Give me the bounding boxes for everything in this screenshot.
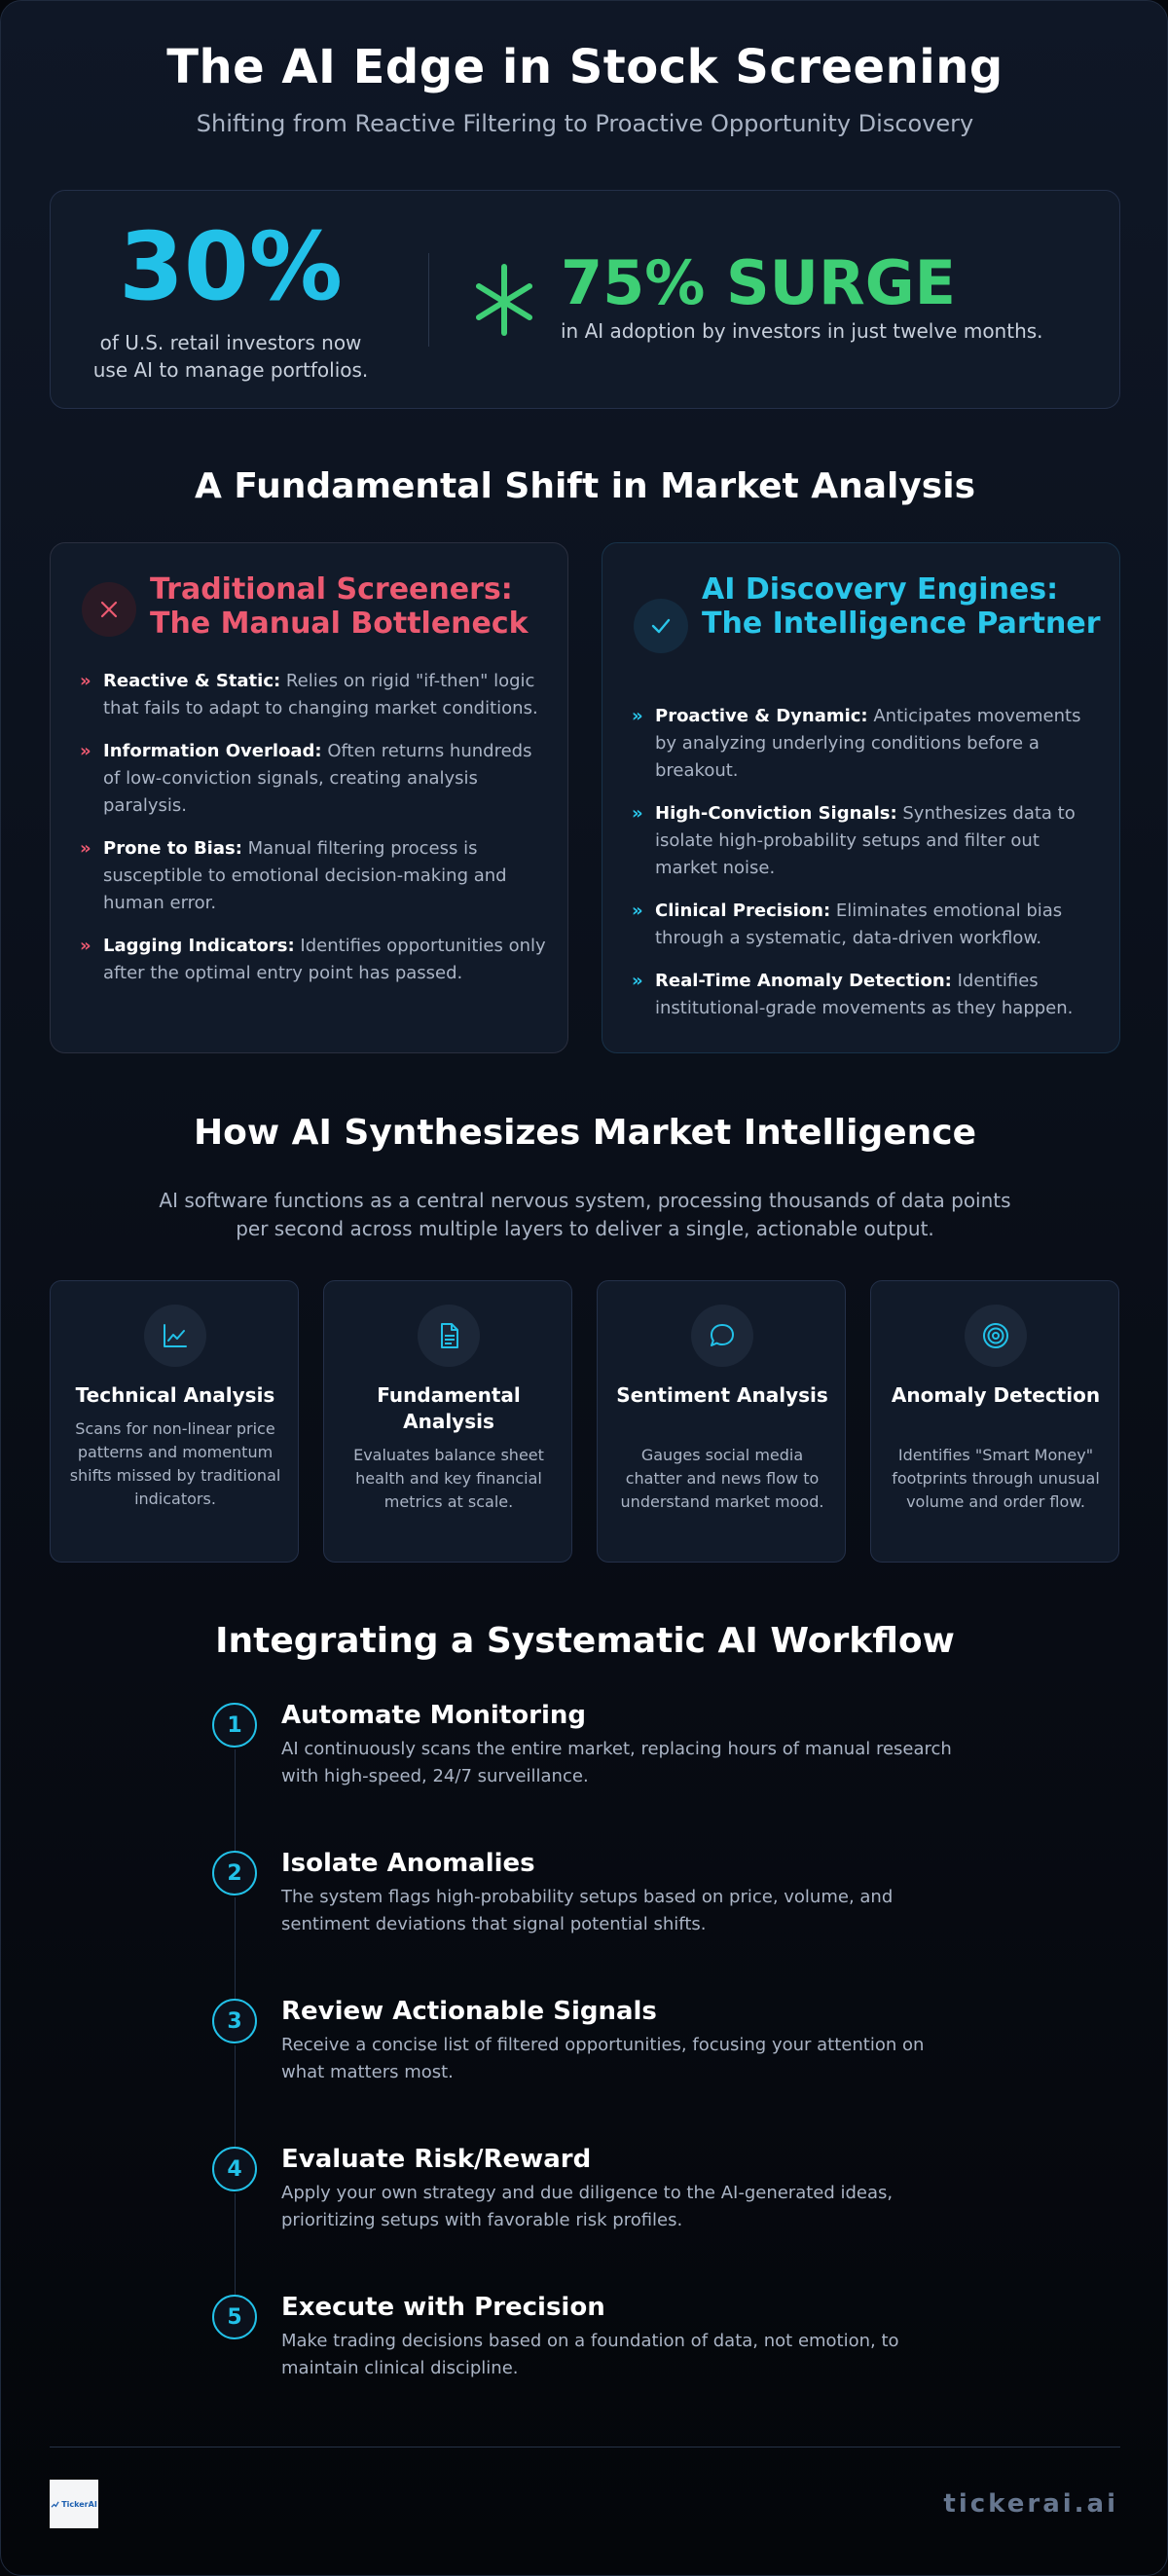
- ai-engines-card: [602, 542, 1120, 1053]
- layer-title: Sentiment Analysis: [616, 1383, 828, 1407]
- layer-card-anomaly: [870, 1280, 1119, 1563]
- item-heading: Real-Time Anomaly Detection:: [655, 971, 952, 991]
- page-subtitle: Shifting from Reactive Filtering to Proactive Opportunity Discovery: [196, 110, 974, 137]
- comparison-list-item: [80, 668, 547, 722]
- stats-panel: [50, 190, 1120, 409]
- bullet-marker: »: [80, 671, 91, 691]
- item-heading: Clinical Precision:: [655, 901, 831, 921]
- item-description: Identifies opportunities only after the optimal entry point has passed.: [103, 936, 546, 983]
- layer-card-sentiment: [597, 1280, 846, 1563]
- tickerai-logo[interactable]: [50, 2480, 98, 2528]
- header: [1, 40, 1168, 137]
- stat-retail-investors: [80, 212, 382, 384]
- step-text: AI continuously scans the entire market, replacing hours of manual research with high-speed, 24/7 surveillance.: [281, 1739, 952, 1786]
- step-connector: [235, 1749, 236, 1853]
- step-title: Evaluate Risk/Reward: [281, 2145, 592, 2174]
- target-icon: [965, 1305, 1027, 1367]
- workflow-section-title: Integrating a Systematic AI Workflow: [215, 1621, 955, 1661]
- site-url-link[interactable]: tickerai.ai: [943, 2489, 1118, 2519]
- comparison-list-item: [80, 835, 547, 917]
- comparison-list-item: [632, 968, 1099, 1022]
- layer-text: Evaluates balance sheet health and key financial metrics at scale.: [353, 1446, 544, 1511]
- item-description: Often returns hundreds of low-conviction signals, creating analysis paralysis.: [103, 741, 532, 816]
- item-heading: Proactive & Dynamic:: [655, 706, 868, 726]
- item-description: Synthesizes data to isolate high-probability setups and filter out market noise.: [655, 803, 1076, 878]
- bullet-marker: »: [80, 936, 91, 956]
- step-connector: [235, 2193, 236, 2297]
- page-title: The AI Edge in Stock Screening: [166, 40, 1004, 94]
- traditional-card-title: Traditional Screeners: The Manual Bottleneck: [150, 572, 529, 641]
- step-text: Apply your own strategy and due diligence to the AI-generated ideas, prioritizing setups with favorable risk profiles.: [281, 2183, 894, 2230]
- comparison-list-item: [632, 703, 1099, 785]
- layer-text: Gauges social media chatter and news flow to understand market mood.: [620, 1446, 824, 1511]
- bullet-marker: »: [80, 838, 91, 859]
- stat-divider: [428, 253, 429, 347]
- item-heading: Prone to Bias:: [103, 838, 242, 859]
- step-title: Isolate Anomalies: [281, 1849, 535, 1878]
- traditional-screeners-card: [50, 542, 568, 1053]
- step-number: 3: [212, 1999, 257, 2043]
- layer-card-technical: [50, 1280, 299, 1563]
- step-number: 5: [212, 2295, 257, 2339]
- item-heading: High-Conviction Signals:: [655, 803, 897, 824]
- bullet-marker: »: [80, 741, 91, 761]
- item-description: Identifies institutional-grade movements as they happen.: [655, 971, 1074, 1018]
- step-number: 2: [212, 1851, 257, 1895]
- comparison-list-item: [80, 738, 547, 820]
- layer-title: Technical Analysis: [75, 1383, 275, 1407]
- stat-right-text: in AI adoption by investors in just twelve months.: [561, 319, 1043, 343]
- chat-bubble-icon: [691, 1305, 753, 1367]
- layer-title: Anomaly Detection: [891, 1383, 1101, 1407]
- step-text: Make trading decisions based on a foundation of data, not emotion, to maintain clinical discipline.: [281, 2331, 899, 2378]
- item-heading: Lagging Indicators:: [103, 936, 295, 956]
- item-description: Eliminates emotional bias through a systematic, data-driven workflow.: [655, 901, 1063, 948]
- x-mark-icon: [82, 582, 136, 637]
- step-text: Receive a concise list of filtered opportunities, focusing your attention on what matters most.: [281, 2035, 925, 2082]
- item-heading: Reactive & Static:: [103, 671, 281, 691]
- bullet-marker: »: [632, 803, 643, 824]
- item-description: Relies on rigid "if-then" logic that fails to adapt to changing market conditions.: [103, 671, 538, 718]
- step-connector: [235, 1897, 236, 2001]
- stat-left-text: of U.S. retail investors now use AI to manage portfolios.: [92, 331, 369, 382]
- step-title: Automate Monitoring: [281, 1701, 586, 1730]
- synthesis-description: AI software functions as a central nervous system, processing thousands of data points per second across multiple layers to deliver a single, actionable output.: [159, 1189, 1011, 1240]
- comparison-list-item: [632, 898, 1099, 952]
- checkmark-icon: [634, 599, 688, 653]
- line-chart-icon: [144, 1305, 206, 1367]
- bullet-marker: »: [632, 706, 643, 726]
- step-number: 4: [212, 2147, 257, 2191]
- ai-card-title: AI Discovery Engines: The Intelligence Partner: [702, 572, 1101, 641]
- step-number: 1: [212, 1703, 257, 1748]
- comparison-list-item: [80, 933, 547, 987]
- layer-text: Identifies "Smart Money" footprints through unusual volume and order flow.: [892, 1446, 1100, 1511]
- stat-adoption-surge: [561, 247, 1106, 343]
- synthesis-section-title: How AI Synthesizes Market Intelligence: [193, 1113, 977, 1153]
- bullet-marker: »: [632, 971, 643, 991]
- bullet-marker: »: [632, 901, 643, 921]
- growth-star-icon: [471, 261, 537, 339]
- item-description: Manual filtering process is susceptible to emotional decision-making and human error.: [103, 838, 507, 913]
- ai-list: [632, 703, 1099, 1038]
- logo-chart-icon: [51, 2500, 59, 2509]
- document-icon: [418, 1305, 480, 1367]
- layer-text: Scans for non-linear price patterns and momentum shifts missed by traditional indicators.: [69, 1419, 281, 1508]
- shift-section-title: A Fundamental Shift in Market Analysis: [194, 466, 976, 506]
- item-description: Anticipates movements by analyzing underlying conditions before a breakout.: [655, 706, 1081, 781]
- layer-title: Fundamental Analysis: [377, 1383, 521, 1433]
- traditional-list: [80, 668, 547, 1003]
- stat-left-value: 30%: [119, 212, 343, 321]
- step-title: Review Actionable Signals: [281, 1997, 657, 2026]
- comparison-list-item: [632, 800, 1099, 882]
- step-text: The system flags high-probability setups based on price, volume, and sentiment deviations that signal potential shifts.: [281, 1887, 894, 1934]
- logo-text: TickerAI: [61, 2499, 97, 2509]
- layer-card-fundamental: [323, 1280, 572, 1563]
- item-heading: Information Overload:: [103, 741, 322, 761]
- stat-right-value: 75% SURGE: [561, 247, 956, 318]
- step-connector: [235, 2045, 236, 2149]
- step-title: Execute with Precision: [281, 2293, 605, 2322]
